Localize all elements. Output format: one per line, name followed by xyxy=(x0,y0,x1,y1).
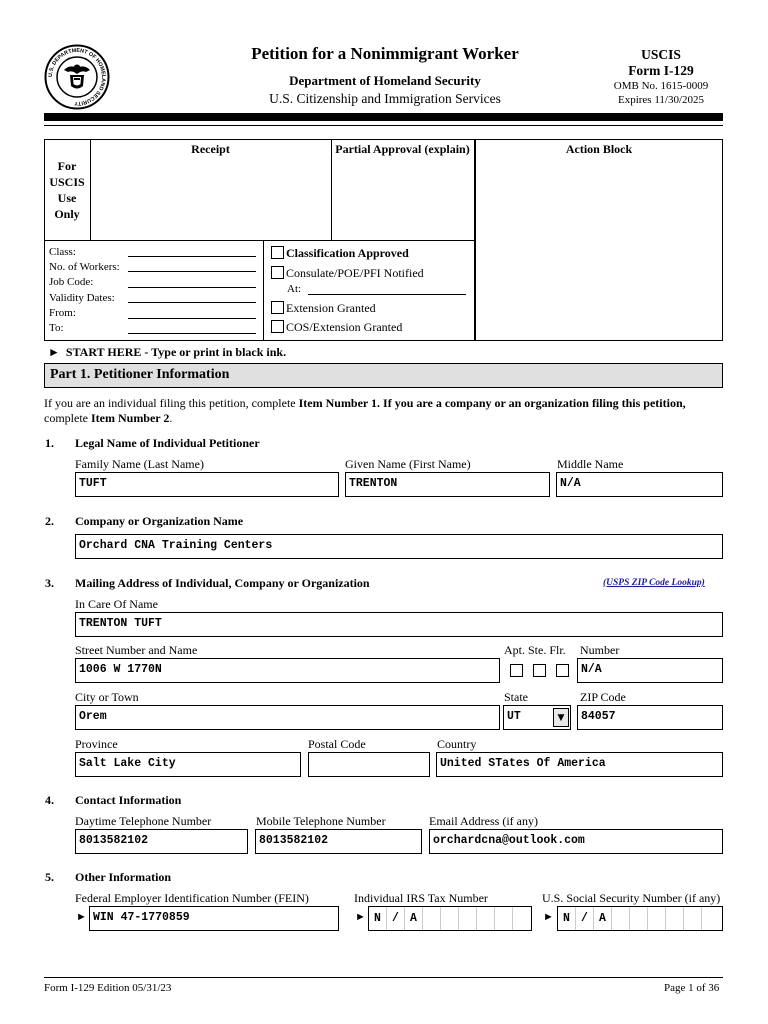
city-field[interactable]: Orem xyxy=(75,705,500,730)
item2-number: 2. xyxy=(45,514,54,528)
unit-number-label: Number xyxy=(580,643,620,657)
footer-rule xyxy=(44,977,723,978)
digit-cell[interactable]: / xyxy=(576,907,594,930)
consulate-label: Consulate/POE/PFI Notified xyxy=(286,266,424,280)
cos-label: COS/Extension Granted xyxy=(286,320,403,334)
ssn-field[interactable] xyxy=(557,906,723,931)
from-line[interactable] xyxy=(128,318,256,319)
at-line[interactable] xyxy=(308,294,466,295)
company-name-field[interactable]: Orchard CNA Training Centers xyxy=(75,534,723,559)
fein-label: Federal Employer Identification Number (FEIN) xyxy=(75,891,309,905)
checkbox[interactable] xyxy=(271,266,284,279)
middle-name-label: Middle Name xyxy=(557,457,624,471)
checkbox[interactable] xyxy=(556,664,569,677)
workers-label: No. of Workers: xyxy=(49,261,120,273)
country-label: Country xyxy=(437,737,477,751)
instr-item1: Item Number 1. xyxy=(298,396,381,410)
to-label: To: xyxy=(49,322,64,334)
dhs-seal xyxy=(44,44,110,110)
agency-name: U.S. Citizenship and Immigration Services xyxy=(269,91,501,106)
digit-cell[interactable]: A xyxy=(594,907,612,930)
digit-cell[interactable] xyxy=(477,907,495,930)
svg-text:U.S. DEPARTMENT OF HOMELAND SE: U.S. DEPARTMENT OF HOMELAND SECURITY xyxy=(47,47,107,107)
digit-cell[interactable] xyxy=(612,907,630,930)
instr-item2: Item Number 2 xyxy=(90,411,170,425)
job-code-line[interactable] xyxy=(128,287,256,288)
daytime-phone-label: Daytime Telephone Number xyxy=(75,814,212,828)
footer-page-number: Page 1 of 36 xyxy=(664,982,720,994)
mobile-phone-label: Mobile Telephone Number xyxy=(256,814,386,828)
care-of-field[interactable]: TRENTON TUFT xyxy=(75,612,723,637)
unit-number-field[interactable]: N/A xyxy=(577,658,723,683)
header-rule-thin xyxy=(44,125,723,126)
digit-cell[interactable] xyxy=(513,907,531,930)
omb-number: OMB No. 1615-0009 xyxy=(613,80,709,92)
family-name-label: Family Name (Last Name) xyxy=(75,457,204,471)
ssn-label: U.S. Social Security Number (if any) xyxy=(542,891,721,905)
digit-cell[interactable] xyxy=(459,907,477,930)
email-field[interactable]: orchardcna@outlook.com xyxy=(429,829,723,854)
digit-cell[interactable] xyxy=(666,907,684,930)
use-line: Use xyxy=(57,191,77,205)
expiration-date: Expires 11/30/2025 xyxy=(617,94,705,106)
checkbox[interactable] xyxy=(533,664,546,677)
only-line: Only xyxy=(54,207,80,221)
daytime-phone-field[interactable]: 8013582102 xyxy=(75,829,248,854)
classification-approved-label: Classification Approved xyxy=(286,246,409,260)
seal-ring-text xyxy=(44,44,110,110)
irs-number-field[interactable] xyxy=(368,906,532,931)
item1-number: 1. xyxy=(45,436,54,450)
state-select[interactable] xyxy=(503,705,571,730)
item2-label: Company or Organization Name xyxy=(75,514,244,528)
item3-number: 3. xyxy=(45,576,54,590)
arrow-right-icon: ► xyxy=(543,911,554,923)
divider xyxy=(263,240,264,341)
divider xyxy=(44,240,475,241)
instr-text-bold: If you are a company or an organization filing this petition, xyxy=(380,396,686,410)
extension-option[interactable] xyxy=(271,301,376,316)
street-label: Street Number and Name xyxy=(75,643,198,657)
classification-approved-option[interactable] xyxy=(271,246,409,261)
instr-text: complete xyxy=(44,411,91,425)
ste-checkbox[interactable] xyxy=(533,664,548,679)
receipt-heading: Receipt xyxy=(191,142,230,156)
header-rule-thick xyxy=(44,113,723,121)
for-line: For xyxy=(57,159,77,173)
apt-label: Apt. Ste. Flr. xyxy=(504,643,566,657)
action-block-heading: Action Block xyxy=(565,142,633,156)
instr-text: If you are an individual filing this petition, complete xyxy=(44,396,299,410)
item3-label: Mailing Address of Individual, Company or Organization xyxy=(75,576,370,590)
checkbox[interactable] xyxy=(510,664,523,677)
arrow-right-icon: ► xyxy=(76,911,87,923)
digit-cell[interactable]: / xyxy=(387,907,405,930)
digit-cell[interactable]: A xyxy=(405,907,423,930)
at-label: At: xyxy=(287,283,302,295)
partial-approval-heading: Partial Approval (explain) xyxy=(335,142,470,156)
form-title: Petition for a Nonimmigrant Worker xyxy=(251,44,519,63)
digit-cell[interactable] xyxy=(648,907,666,930)
to-line[interactable] xyxy=(128,333,256,334)
validity-line[interactable] xyxy=(128,302,256,303)
digit-cell[interactable] xyxy=(495,907,513,930)
class-line[interactable] xyxy=(128,256,256,257)
workers-line[interactable] xyxy=(128,271,256,272)
province-label: Province xyxy=(75,737,118,751)
dropdown-arrow-icon[interactable]: ▼ xyxy=(553,708,569,727)
care-of-label: In Care Of Name xyxy=(75,597,158,611)
for-uscis-use-only xyxy=(44,158,90,222)
validity-label: Validity Dates: xyxy=(49,292,115,304)
state-value: UT xyxy=(507,710,521,723)
item4-label: Contact Information xyxy=(75,793,182,807)
fein-field[interactable]: WIN 47-1770859 xyxy=(89,906,339,931)
postal-code-label: Postal Code xyxy=(308,737,366,751)
department-name: Department of Homeland Security xyxy=(289,73,481,88)
checkbox[interactable] xyxy=(271,301,284,314)
given-name-label: Given Name (First Name) xyxy=(345,457,471,471)
middle-name-field[interactable]: N/A xyxy=(556,472,723,497)
part1-instructions xyxy=(44,396,734,426)
extension-label: Extension Granted xyxy=(286,301,376,315)
class-label: Class: xyxy=(49,246,76,258)
irs-number-label: Individual IRS Tax Number xyxy=(354,891,488,905)
digit-cell[interactable]: N xyxy=(558,907,576,930)
checkbox[interactable] xyxy=(271,320,284,333)
apt-checkbox[interactable] xyxy=(510,664,525,679)
start-here-text: START HERE - Type or print in black ink. xyxy=(65,345,287,359)
digit-cell[interactable] xyxy=(684,907,702,930)
digit-cell[interactable] xyxy=(630,907,648,930)
item5-number: 5. xyxy=(45,870,54,884)
email-label: Email Address (if any) xyxy=(429,814,538,828)
state-label: State xyxy=(504,690,528,704)
uscis-label: USCIS xyxy=(641,47,681,62)
job-code-label: Job Code: xyxy=(49,276,94,288)
digit-cell[interactable] xyxy=(441,907,459,930)
family-name-field[interactable]: TUFT xyxy=(75,472,339,497)
item5-label: Other Information xyxy=(75,870,172,884)
uscis-line: USCIS xyxy=(49,175,85,189)
postal-code-field[interactable] xyxy=(308,752,430,777)
digit-cell[interactable] xyxy=(702,907,720,930)
arrow-right-icon: ► xyxy=(355,911,366,923)
given-name-field[interactable]: TRENTON xyxy=(345,472,550,497)
from-label: From: xyxy=(49,307,76,319)
instr-period: . xyxy=(169,411,173,425)
digit-cell[interactable] xyxy=(423,907,441,930)
checkbox[interactable] xyxy=(271,246,284,259)
item4-number: 4. xyxy=(45,793,54,807)
item1-label: Legal Name of Individual Petitioner xyxy=(75,436,260,450)
digit-cell[interactable]: N xyxy=(369,907,387,930)
flr-checkbox[interactable] xyxy=(556,664,571,679)
footer-edition: Form I-129 Edition 05/31/23 xyxy=(44,982,172,994)
part1-heading: Part 1. Petitioner Information xyxy=(44,363,723,388)
arrow-right-icon: ► xyxy=(48,345,60,359)
consulate-option[interactable] xyxy=(271,266,424,281)
mobile-phone-field[interactable]: 8013582102 xyxy=(255,829,422,854)
start-here xyxy=(48,345,286,360)
street-field[interactable]: 1006 W 1770N xyxy=(75,658,500,683)
country-field[interactable]: United STates Of America xyxy=(436,752,723,777)
form-id: Form I-129 xyxy=(628,63,694,78)
cos-option[interactable] xyxy=(271,320,402,335)
province-field[interactable]: Salt Lake City xyxy=(75,752,301,777)
zip-label: ZIP Code xyxy=(580,690,626,704)
city-label: City or Town xyxy=(75,690,139,704)
zip-lookup-link[interactable]: (USPS ZIP Code Lookup) xyxy=(603,578,705,588)
zip-field[interactable]: 84057 xyxy=(577,705,723,730)
